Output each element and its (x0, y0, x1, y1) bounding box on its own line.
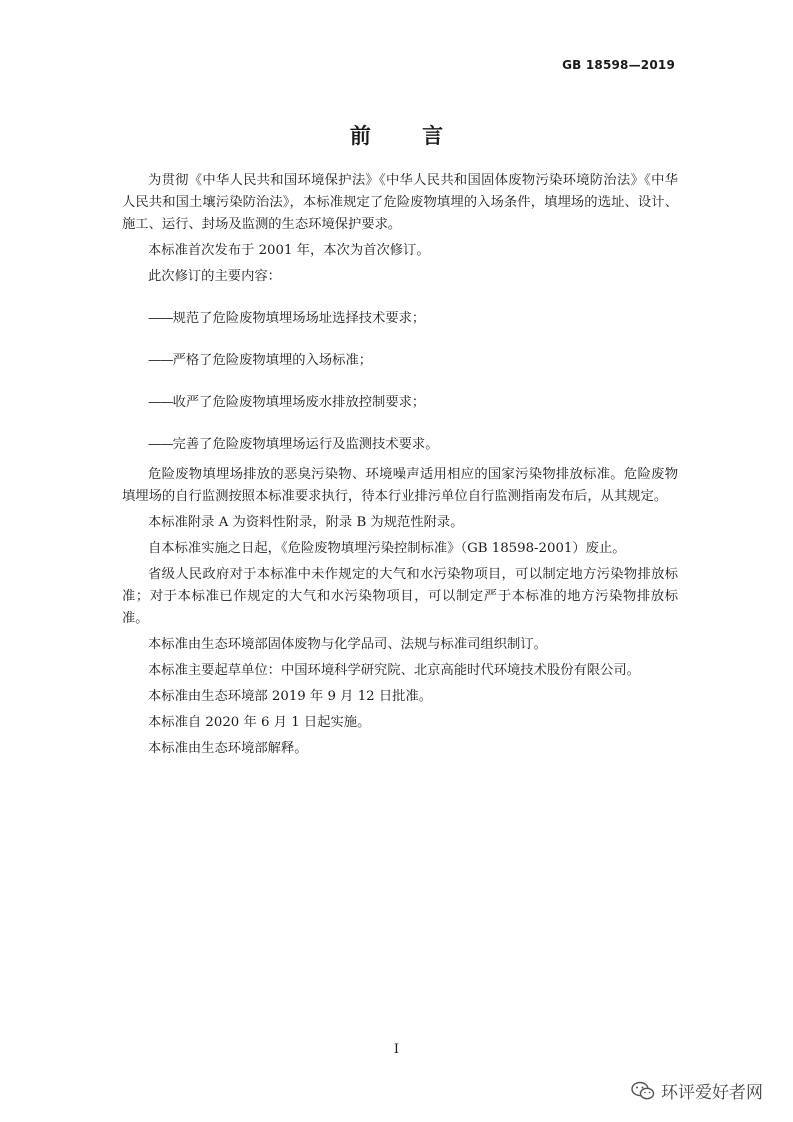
paragraph: 危险废物填埋场排放的恶臭污染物、环境噪声适用相应的国家污染物排放标准。危险废物填埋场的自行监测按照本标准要求执行，待本行业排污单位自行监测指南发布后，从其规定。 (122, 467, 678, 504)
paragraph: 本标准由生态环境部 2019 年 9 月 12 日批准。 (148, 689, 433, 704)
dash-mark: —— (148, 353, 173, 368)
dash-mark: —— (148, 437, 173, 452)
revision-item (122, 392, 678, 414)
watermark (631, 1078, 763, 1103)
paragraph: 省级人民政府对于本标准中未作规定的大气和水污染物项目，可以制定地方污染物排放标准；对于本标准已作规定的大气和水污染物项目，可以制定严于本标准的地方污染物排放标准。 (122, 567, 678, 626)
dash-mark: —— (148, 395, 173, 410)
paragraph: 本标准主要起草单位：中国环境科学研究院、北京高能时代环境技术股份有限公司。 (148, 663, 640, 678)
revision-text: 规范了危险废物填埋场场址选择技术要求； (172, 311, 426, 326)
revision-item (122, 350, 678, 372)
revision-item (122, 308, 678, 330)
watermark-text: 环评爱好者网 (661, 1083, 763, 1103)
paragraph: 为贯彻《中华人民共和国环境保护法》《中华人民共和国固体废物污染环境防治法》《中华人民共和国土壤污染防治法》，本标准规定了危险废物填埋的入场条件，填埋场的选址、设计、施工、运行、封场及监测的生态环境保护要求。 (122, 173, 678, 232)
page-title: 前 言 (349, 124, 466, 148)
paragraph: 本标准自 2020 年 6 月 1 日起实施。 (148, 715, 371, 730)
revision-text: 收严了危险废物填埋场废水排放控制要求； (172, 395, 426, 410)
revision-text: 严格了危险废物填埋的入场标准； (172, 353, 373, 368)
page-number: I (393, 1042, 400, 1057)
revision-item (122, 434, 678, 456)
paragraph: 本标准首次发布于 2001 年，本次为首次修订。 (148, 243, 430, 258)
paragraph: 本标准附录 A 为资料性附录，附录 B 为规范性附录。 (148, 515, 464, 530)
dash-mark: —— (148, 311, 173, 326)
standard-code: GB 18598—2019 (562, 58, 675, 72)
revision-text: 完善了危险废物填埋场运行及监测技术要求。 (172, 437, 439, 452)
paragraph: 本标准由生态环境部固体废物与化学品司、法规与标准司组织制订。 (148, 637, 547, 652)
paragraph: 本标准由生态环境部解释。 (148, 741, 308, 756)
foreword-body (122, 170, 678, 764)
wechat-icon (631, 1081, 655, 1101)
paragraph: 此次修订的主要内容： (148, 269, 281, 284)
paragraph: 自本标准实施之日起，《危险废物填埋污染控制标准》（GB 18598-2001）废止。 (148, 541, 626, 556)
